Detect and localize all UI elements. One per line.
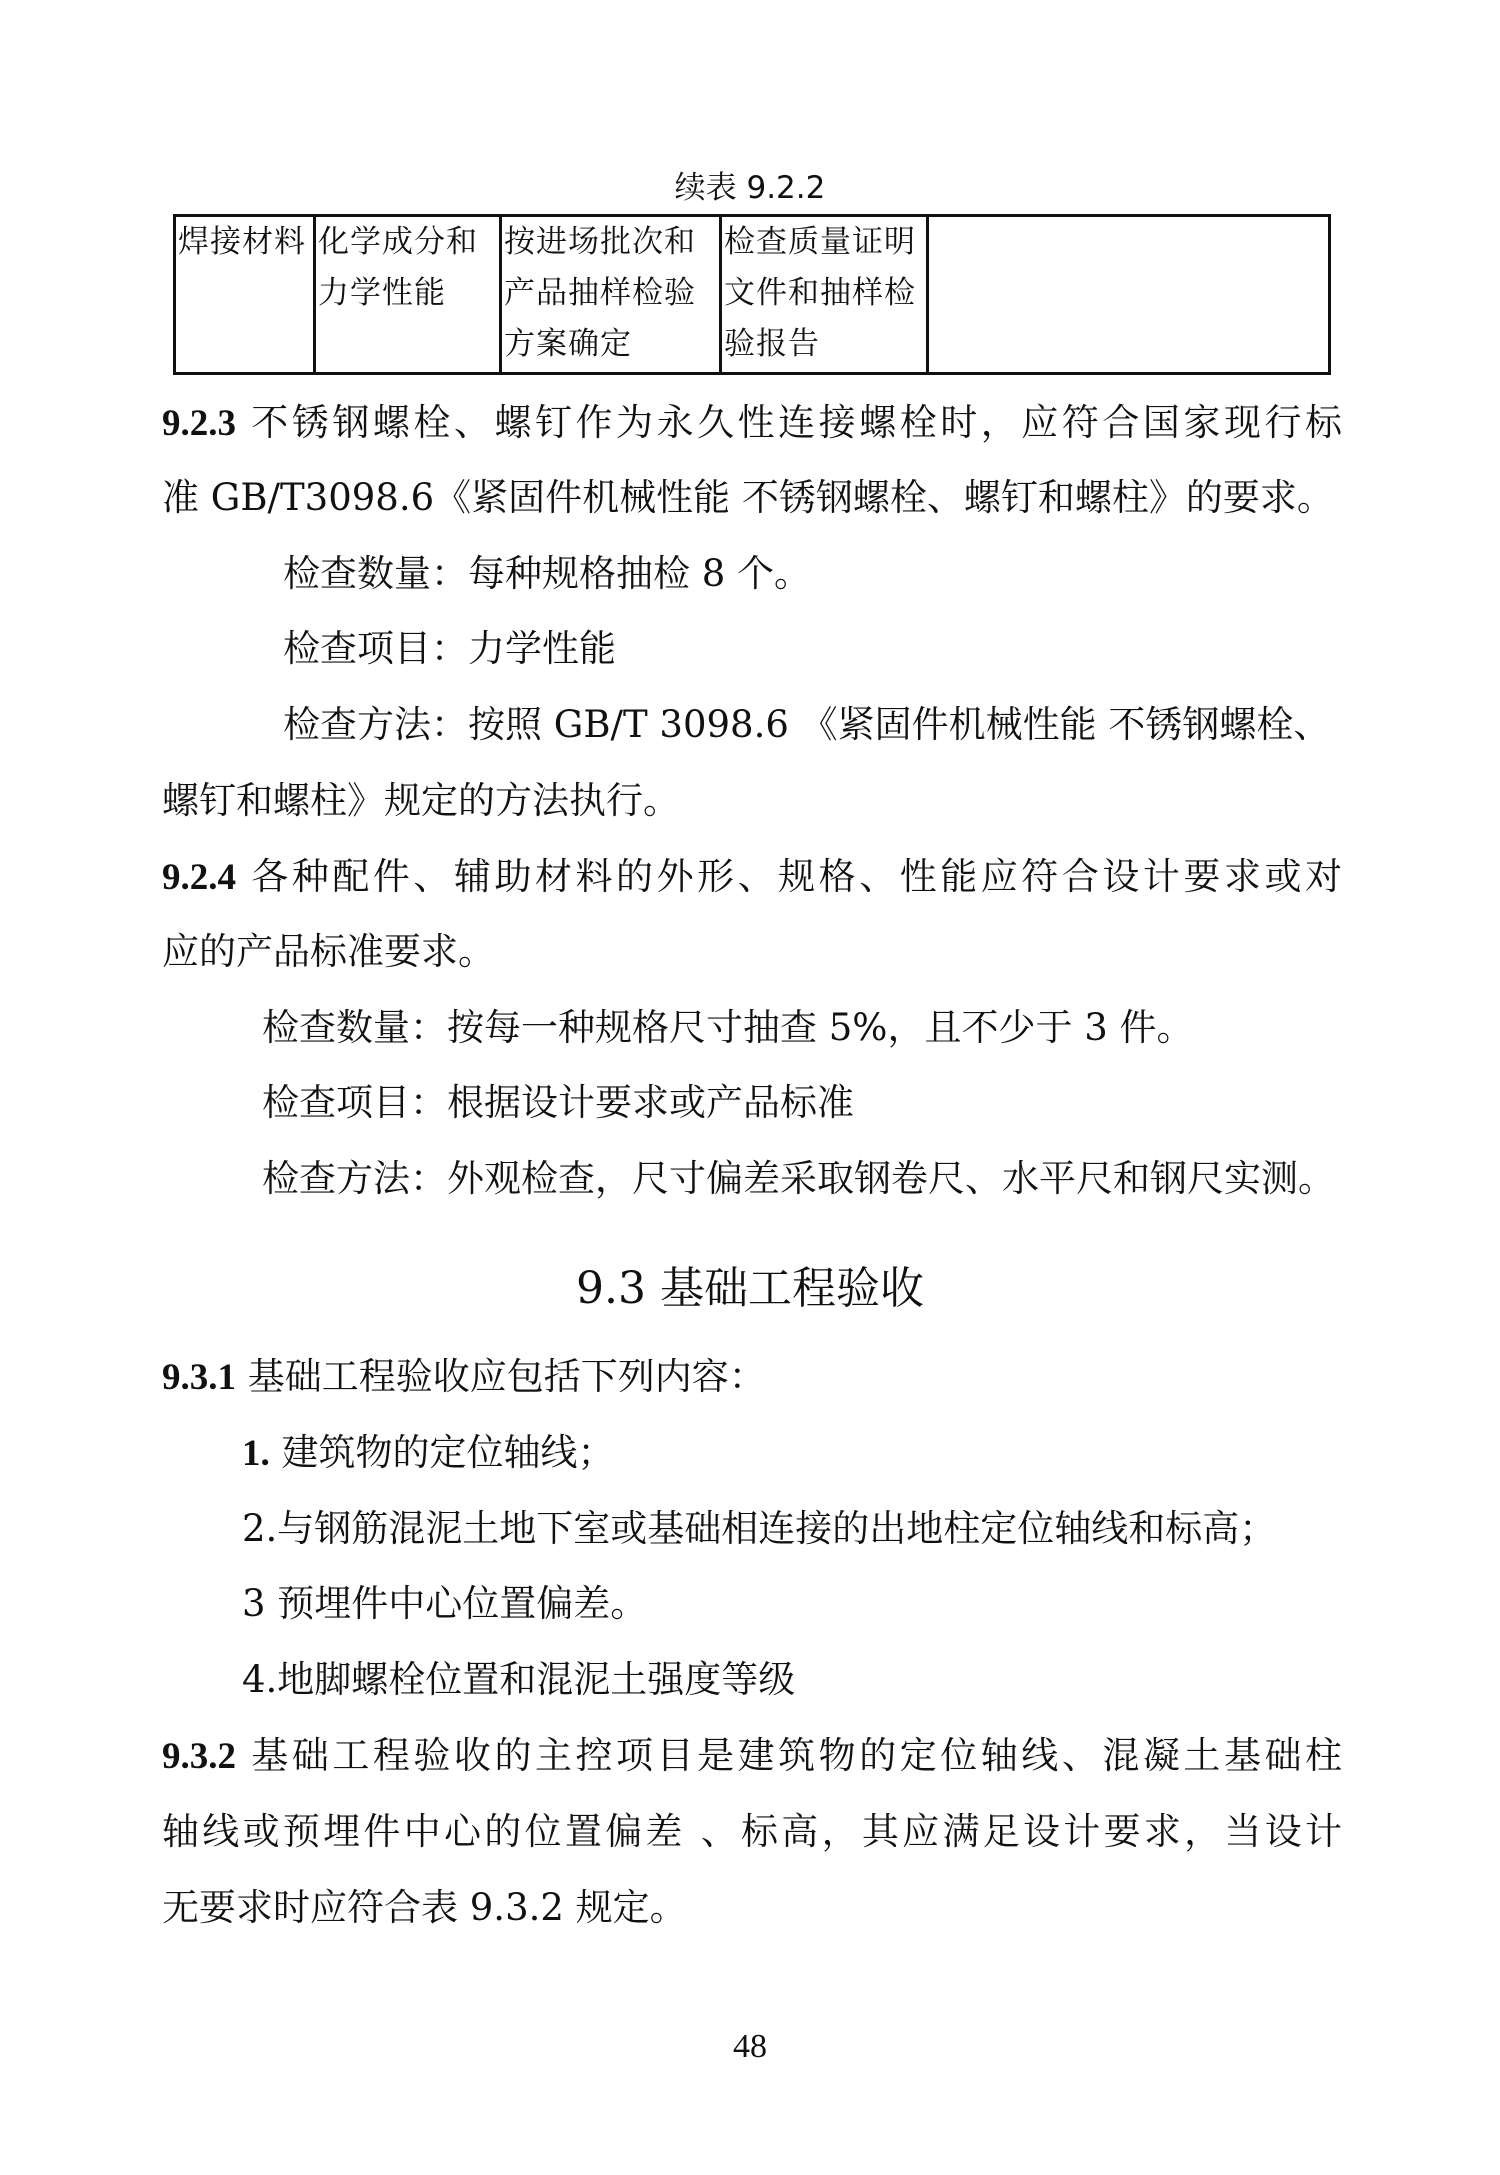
clause-9-2-3-line1 xyxy=(162,398,1342,449)
clause-number: 9.2.3 xyxy=(162,403,236,444)
list-item-number: 1. xyxy=(242,1433,270,1474)
clause-9-3-2-line3: 无要求时应符合表 9.3.2 规定。 xyxy=(162,1886,687,1929)
clause-9-3-2-line2: 轴线或预埋件中心的位置偏差 、标高，其应满足设计要求，当设计 xyxy=(162,1810,1342,1853)
clause-9-3-2-line1 xyxy=(162,1731,1342,1782)
page-number: 48 xyxy=(733,2028,767,2065)
list-item: 2.与钢筋混泥土地下室或基础相连接的出地柱定位轴线和标高； xyxy=(242,1507,1277,1550)
table-cell-method: 检查质量证明文件和抽样检验报告 xyxy=(721,216,928,374)
clause-number: 9.2.4 xyxy=(162,857,236,898)
check-method-cont: 螺钉和螺柱》规定的方法执行。 xyxy=(162,779,680,822)
clause-text: 基础工程验收的主控项目是建筑物的定位轴线、混凝土基础柱 xyxy=(251,1734,1343,1777)
check-quantity: 检查数量：每种规格抽检 8 个。 xyxy=(283,552,812,595)
check-item: 检查项目：力学性能 xyxy=(283,627,616,670)
clause-9-2-3-line2: 准 GB/T3098.6《紧固件机械性能 不锈钢螺栓、螺钉和螺柱》的要求。 xyxy=(162,476,1334,519)
table-cell-material: 焊接材料 xyxy=(175,216,315,374)
table-caption: 续表 9.2.2 xyxy=(674,170,826,206)
clause-text: 基础工程验收应包括下列内容： xyxy=(247,1355,766,1398)
list-item: 4.地脚螺栓位置和混泥土强度等级 xyxy=(242,1658,796,1701)
clause-text: 各种配件、辅助材料的外形、规格、性能应符合设计要求或对 xyxy=(251,855,1343,898)
list-item: 3 预埋件中心位置偏差。 xyxy=(242,1582,648,1625)
table-cell-item: 化学成分和力学性能 xyxy=(315,216,501,374)
check-item: 检查项目：根据设计要求或产品标准 xyxy=(262,1081,854,1124)
clause-9-2-4-line1 xyxy=(162,852,1342,903)
check-method: 检查方法：外观检查，尺寸偏差采取钢卷尺、水平尺和钢尺实测。 xyxy=(262,1157,1335,1200)
section-heading: 9.3 基础工程验收 xyxy=(576,1263,924,1314)
table-row xyxy=(175,216,1330,374)
list-item xyxy=(242,1428,615,1479)
check-quantity: 检查数量：按每一种规格尺寸抽查 5%，且不少于 3 件。 xyxy=(262,1006,1194,1049)
clause-text: 不锈钢螺栓、螺钉作为永久性连接螺栓时，应符合国家现行标 xyxy=(251,401,1343,444)
clause-9-2-4-line2: 应的产品标准要求。 xyxy=(162,930,495,973)
continued-table xyxy=(173,214,1331,375)
table-cell-quantity: 按进场批次和产品抽样检验方案确定 xyxy=(501,216,721,374)
clause-number: 9.3.2 xyxy=(162,1736,236,1777)
check-method: 检查方法：按照 GB/T 3098.6 《紧固件机械性能 不锈钢螺栓、 xyxy=(283,703,1331,746)
table-cell-empty xyxy=(928,216,1330,374)
clause-number: 9.3.1 xyxy=(162,1357,236,1398)
clause-9-3-1 xyxy=(162,1352,766,1403)
list-item-text: 建筑物的定位轴线； xyxy=(281,1431,615,1474)
